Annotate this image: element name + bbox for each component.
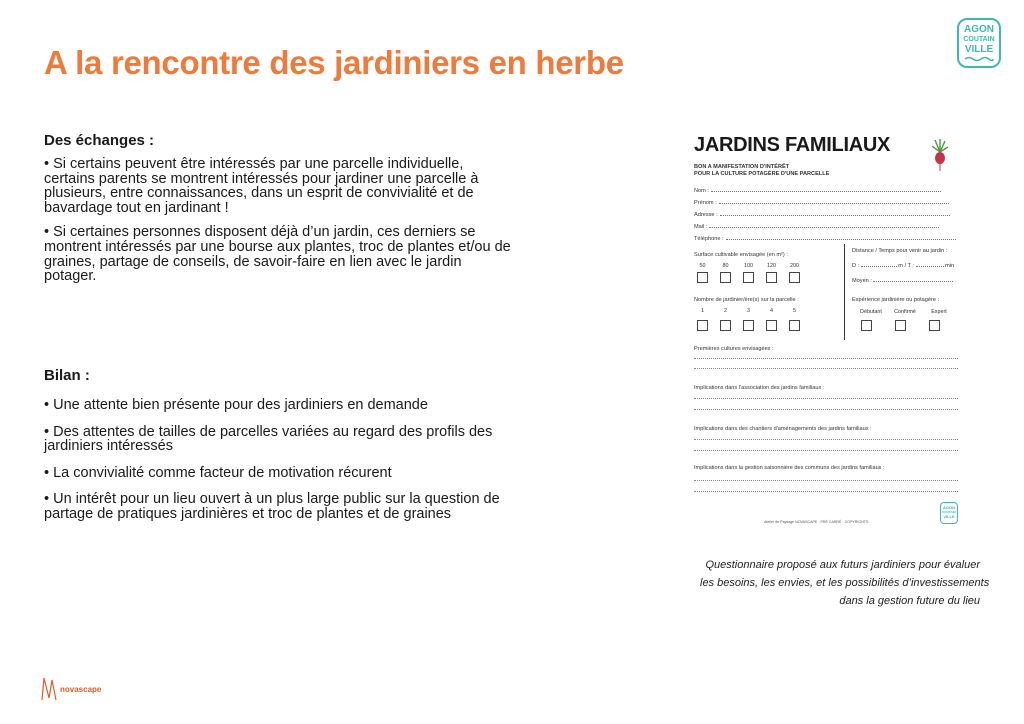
form-field-mail [694, 222, 958, 230]
surface-checkbox [766, 272, 777, 283]
gardeners-label: Nombre de jardinier/ère(s) sur la parcelle : [694, 297, 799, 303]
gardeners-option: 3 [747, 308, 750, 314]
form-field-label: Mail : [694, 224, 708, 230]
form-field-prenom [694, 198, 958, 206]
answer-line [694, 450, 958, 451]
experience-option: Expert [931, 309, 947, 315]
form-title: JARDINS FAMILIAUX [694, 134, 891, 156]
gardeners-checkbox [697, 320, 708, 331]
exchanges-bullet: • Si certains peuvent être intéressés par une parcelle individuelle, certains parents se montrent intéressés pour jardiner une parcelle à plusieurs, entre connaissances, dans un esprit de convivialité et de bavardage tout en jardinant ! [44, 156, 479, 216]
exchanges-title: Des échanges : [44, 132, 155, 149]
form-logo-line-3: VILLE [943, 513, 955, 519]
caption-line-1: Questionnaire proposé aux futurs jardiniers pour évaluer [705, 559, 980, 571]
page-title: A la rencontre des jardiniers en herbe [44, 44, 624, 81]
gardeners-option: 5 [793, 308, 796, 314]
surface-options [691, 263, 806, 269]
moyen-line [852, 278, 953, 284]
radish-icon [929, 138, 951, 172]
distance-label: Distance / Temps pour venir au jardin : [852, 248, 948, 254]
logo-line-2: COUTAIN [963, 36, 995, 43]
form-divider [844, 244, 845, 340]
form-field-label: Téléphone : [694, 236, 724, 242]
form-field-telephone [694, 234, 958, 242]
form-logo-line-2: COUTAIN [942, 510, 956, 515]
question-label: Implications dans des chantiers d'aménagements des jardins familiaux : [694, 426, 872, 432]
questionnaire-form-image [694, 134, 960, 532]
answer-line [694, 480, 958, 481]
wave-icon [964, 56, 994, 62]
surface-option: 50 [699, 263, 706, 269]
answer-line [694, 491, 958, 492]
gardeners-checkbox [789, 320, 800, 331]
question-label: Premières cultures envisagées : [694, 346, 774, 352]
surface-option: 120 [767, 263, 776, 269]
distance-line [852, 263, 954, 269]
bilan-section [44, 367, 514, 534]
form-field-label: Nom : [694, 188, 709, 194]
form-logo-line-1: AGON [943, 505, 955, 510]
logo-line-3: VILLE [964, 44, 994, 55]
distance-m: m [898, 263, 903, 269]
surface-option: 100 [744, 263, 753, 269]
brand-name: novascape [60, 684, 102, 694]
form-subtitle-line-1: BON A MANIFESTATION D'INTÉRÊT [694, 164, 790, 170]
form-field-nom [694, 186, 958, 194]
gardeners-option: 1 [701, 308, 704, 314]
bilan-bullet: • Un intérêt pour un lieu ouvert à un plus large public sur la question de partage de pratiques jardinières et troc de plantes et de graines [44, 491, 500, 522]
surface-option: 200 [790, 263, 799, 269]
form-subtitle-line-2: POUR LA CULTURE POTAGÈRE D'UNE PARCELLE [694, 171, 830, 177]
form-credit: Atelier de Paysage NOVASCAPE · PRÉ CARRÉ · COPYRIGHTS [764, 520, 869, 524]
surface-label: Surface cultivable envisagée (en m²) : [694, 252, 788, 258]
distance-t: / T : [904, 263, 914, 269]
experience-option: Débutant [860, 309, 882, 315]
gardeners-options [691, 308, 806, 314]
caption-line-3: dans la gestion future du lieu [839, 595, 980, 607]
exchanges-bullet: • Si certaines personnes disposent déjà d’un jardin, ces derniers se montrent intéressés par une bourse aux plantes, troc de plantes et/ou de graines, partage de conseils, de savoir-faire en lien avec le jardin potager. [44, 224, 511, 285]
bilan-bullet: • Une attente bien présente pour des jardiniers en demande [44, 397, 428, 413]
bilan-bullet: • Des attentes de tailles de parcelles variées au regard des profils des jardiniers intéressés [44, 423, 493, 455]
answer-line [694, 439, 958, 440]
distance-min: min [945, 263, 955, 269]
gardeners-option: 4 [770, 308, 773, 314]
surface-checkboxes [697, 272, 800, 283]
experience-checkboxes [861, 320, 940, 331]
form-field-label: Adresse : [694, 212, 718, 218]
experience-option: Confirmé [894, 309, 916, 315]
form-field-label: Prénom : [694, 200, 717, 206]
surface-checkbox [743, 272, 754, 283]
form-subtitle [694, 164, 829, 178]
answer-line [694, 368, 958, 369]
form-logo [940, 502, 958, 524]
gardeners-checkbox [766, 320, 777, 331]
gardeners-checkbox [743, 320, 754, 331]
novascape-brand [40, 676, 101, 702]
answer-line [694, 409, 958, 410]
answer-line [694, 358, 958, 359]
surface-option: 80 [722, 263, 729, 269]
surface-checkbox [789, 272, 800, 283]
form-caption [700, 556, 990, 610]
gardeners-option: 2 [724, 308, 727, 314]
question-label: Implications dans la gestion saisonnière des communs des jardins familiaux : [694, 465, 885, 471]
gardeners-checkboxes [697, 320, 800, 331]
answer-line [694, 398, 958, 399]
caption-line-2: les besoins, les envies, et les possibilités d’investissements [700, 577, 990, 589]
moyen-label: Moyen : [852, 278, 872, 284]
exchanges-section [44, 132, 514, 294]
experience-checkbox [861, 320, 872, 331]
experience-label: Expérience jardinière ou potagère : [852, 297, 940, 303]
agon-coutainville-logo [957, 18, 1001, 68]
surface-checkbox [720, 272, 731, 283]
experience-checkbox [929, 320, 940, 331]
bilan-bullet: • La convivialité comme facteur de motivation récurent [44, 464, 392, 481]
experience-options [854, 309, 956, 315]
bilan-title: Bilan : [44, 367, 90, 384]
form-field-adresse [694, 210, 958, 218]
experience-checkbox [895, 320, 906, 331]
distance-d: D : [852, 263, 860, 269]
novascape-logo-icon [40, 676, 58, 702]
question-label: Implications dans l'association des jardins familiaux : [694, 385, 825, 391]
surface-checkbox [697, 272, 708, 283]
logo-line-1: AGON [964, 24, 994, 35]
gardeners-checkbox [720, 320, 731, 331]
